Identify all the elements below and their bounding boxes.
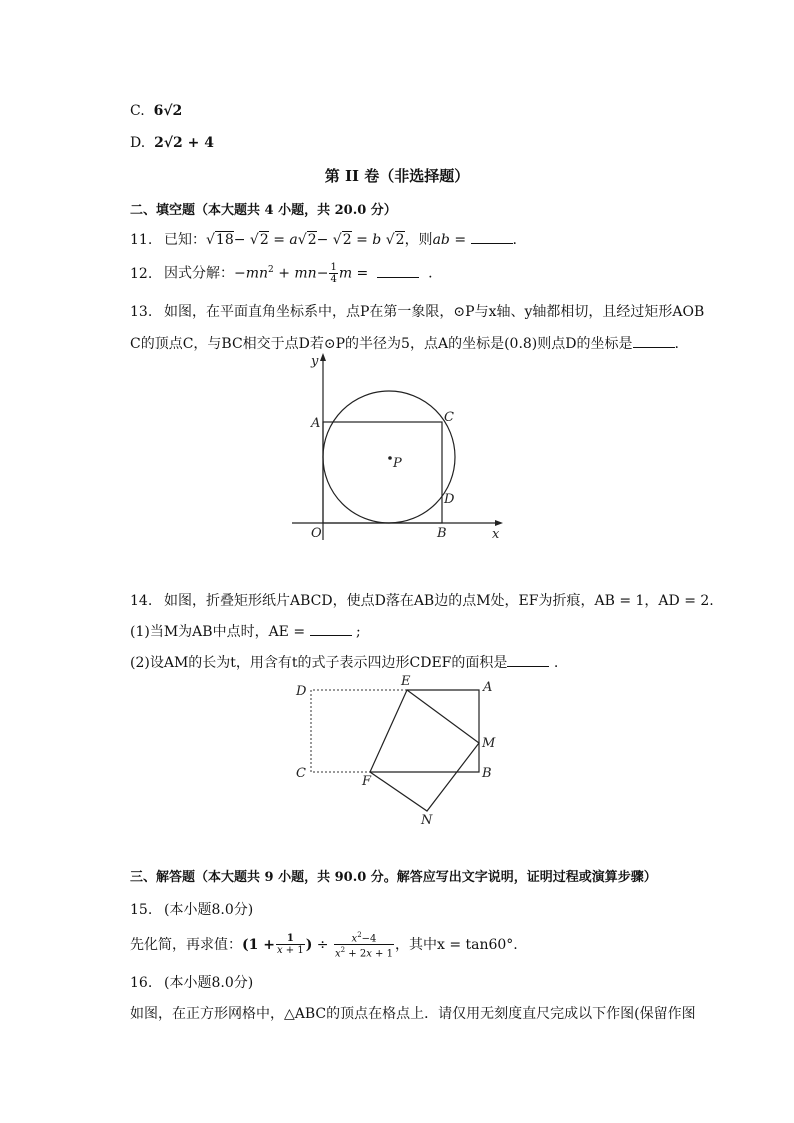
q14-text-1: 如图，折叠矩形纸片ABCD，使点D落在AB边的点M处，EF为折痕，AB = 1，AD = 2. xyxy=(164,593,714,609)
q12-answer-blank[interactable] xyxy=(377,264,419,278)
q14-text-3: (2)设AM的长为t，用含有t的式子表示四边形CDEF的面积是 xyxy=(130,655,508,671)
option-c-expr: 6√2 xyxy=(153,103,183,119)
q15-suffix: ，其中x = tan60°. xyxy=(394,936,518,953)
q16-text-1: 如图，在正方形网格中，△ABC的顶点在格点上．请仅用无刻度直尺完成以下作图(保留作图 xyxy=(130,1006,696,1022)
question-16-body xyxy=(130,1003,696,1023)
label-a: A xyxy=(311,416,321,431)
question-14-line2: (1)当M为AB中点时，AE = ; xyxy=(130,624,361,640)
q15-prefix: 先化简，再求值： xyxy=(130,936,242,953)
option-c xyxy=(130,103,182,119)
question-15-header xyxy=(130,899,253,919)
q15-score: (本小题8.0分) xyxy=(164,902,254,918)
option-d xyxy=(130,135,214,151)
question-15-body: 先化简，再求值：(1 + $\frac{1}{x + 1}$ ) ÷ $\frac{x^2-4}{x^2 + 2x + 1}$ ，其中x = tan60°. xyxy=(130,931,518,960)
question-14-line3: (2)设AM的长为t，用含有t的式子表示四边形CDEF的面积是 . xyxy=(130,655,559,671)
x-axis-arrow xyxy=(495,520,503,526)
label-f: F xyxy=(362,774,372,789)
q14-answer-blank-2[interactable] xyxy=(507,653,549,667)
label-o: O xyxy=(311,526,322,541)
label-a: A xyxy=(483,680,493,695)
q11-number: 11. xyxy=(130,232,153,248)
question-13-line2: C的顶点C，与BC相交于点D若⊙P的半径为5，点A的坐标是(0.8)则点D的坐标是 . xyxy=(130,336,679,352)
y-axis-arrow xyxy=(320,353,326,361)
rectangle-aobc xyxy=(323,422,442,523)
option-d-letter: D. xyxy=(130,135,146,151)
folded-edge-dotted xyxy=(311,690,407,772)
label-c: C xyxy=(444,410,454,425)
label-y: y xyxy=(311,354,319,369)
part2-title: 第 II 卷（非选择题） xyxy=(324,167,470,185)
label-n: N xyxy=(421,813,433,828)
q12-prefix: 因式分解： xyxy=(164,265,234,282)
label-d: D xyxy=(444,492,455,507)
q13-figure xyxy=(280,345,520,550)
q15-fraction-2: $\frac{x^2-4}{x^2 + 2x + 1}$ xyxy=(335,931,393,960)
label-c: C xyxy=(296,766,306,781)
label-e: E xyxy=(401,674,411,689)
q14-figure xyxy=(290,673,510,833)
label-p: P xyxy=(393,456,402,471)
section3-heading: 三、解答题（本大题共 9 小题，共 90.0 分。解答应写出文字说明，证明过程或演算步骤） xyxy=(130,870,657,885)
label-b: B xyxy=(437,526,447,541)
q12-number: 12. xyxy=(130,265,153,282)
label-d: D xyxy=(296,684,307,699)
question-16-header xyxy=(130,972,253,992)
q11-answer-blank[interactable] xyxy=(471,230,513,244)
q13-text-2: C的顶点C，与BC相交于点D若⊙P的半径为5，点A的坐标是(0.8)则点D的坐标是 xyxy=(130,336,633,352)
q12-fraction: $\frac{1}{4}$ xyxy=(330,262,337,285)
q14-number: 14. xyxy=(130,593,153,609)
q11-tail: ，则 xyxy=(404,232,433,248)
q13-text-1: 如图，在平面直角坐标系中，点P在第一象限，⊙P与x轴、y轴都相切，且经过矩形AOB xyxy=(164,304,705,320)
q15-fraction-1: $\frac{1}{x + 1}$ xyxy=(276,933,304,957)
question-13-line1 xyxy=(130,301,704,321)
option-d-expr: 2√2 + 4 xyxy=(154,135,214,151)
q16-number: 16. xyxy=(130,975,153,991)
q14-text-2: (1)当M为AB中点时，AE = xyxy=(130,624,306,640)
q11-prefix: 已知： xyxy=(164,232,206,248)
section2-heading: 二、填空题（本大题共 4 小题，共 20.0 分） xyxy=(130,203,397,218)
question-14-line1 xyxy=(130,590,714,610)
q13-answer-blank[interactable] xyxy=(633,334,675,348)
label-x: x xyxy=(492,527,500,542)
label-m: M xyxy=(482,736,496,751)
question-11: 11. 已知：√18− √2 = a√2− √2 = b √2，则ab = . xyxy=(130,232,517,248)
q14-answer-blank-1[interactable] xyxy=(310,622,352,636)
q16-score: (本小题8.0分) xyxy=(164,975,254,991)
point-p xyxy=(388,456,392,460)
q13-number: 13. xyxy=(130,304,153,320)
label-b: B xyxy=(482,766,492,781)
option-c-letter: C. xyxy=(130,103,145,119)
q15-number: 15. xyxy=(130,902,153,918)
folded-quadrilateral xyxy=(370,690,479,811)
question-12: 12. 因式分解：$-mn^2 + mn-$ $\frac{1}{4}$ m = . xyxy=(130,262,433,285)
